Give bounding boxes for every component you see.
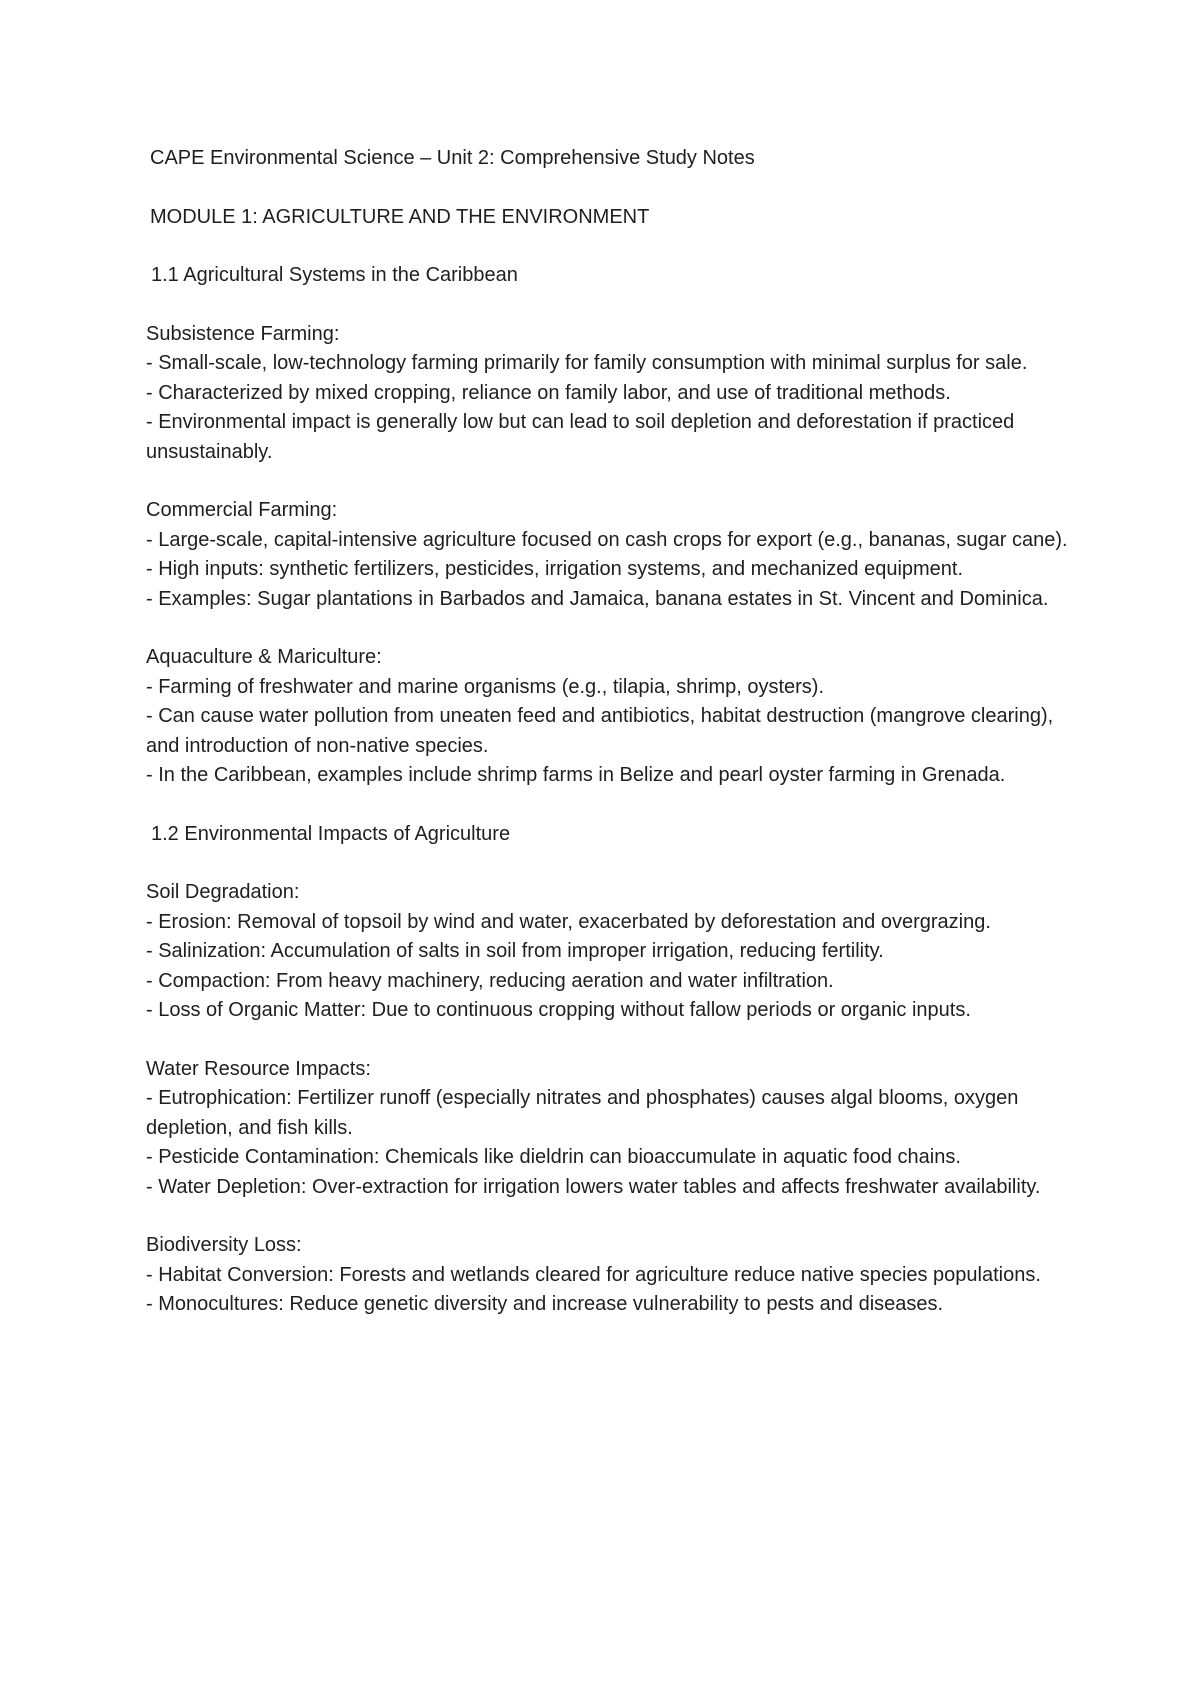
section-heading: 1.1 Agricultural Systems in the Caribbean <box>151 264 518 286</box>
list-item: - Water Depletion: Over-extraction for irrigation lowers water tables and affects freshwater availability. <box>146 1175 1041 1198</box>
subheading-water-resource-impacts: Water Resource Impacts: <box>146 1057 371 1080</box>
list-item: - Small-scale, low-technology farming primarily for family consumption with minimal surplus for sale. <box>146 352 1028 374</box>
module-heading: MODULE 1: AGRICULTURE AND THE ENVIRONMENT <box>150 205 650 228</box>
list-item: - Pesticide Contamination: Chemicals like dieldrin can bioaccumulate in aquatic food chains. <box>146 1146 961 1168</box>
list-item: - Monocultures: Reduce genetic diversity and increase vulnerability to pests and diseases. <box>146 1293 944 1315</box>
list-item: - Erosion: Removal of topsoil by wind and water, exacerbated by deforestation and overgrazing. <box>146 910 991 933</box>
list-item: - Eutrophication: Fertilizer runoff (especially nitrates and phosphates) causes algal blooms, oxygen depletion, and fish kills. <box>146 1087 1024 1139</box>
list-item: - Large-scale, capital-intensive agriculture focused on cash crops for export (e.g., bananas, sugar cane). <box>146 528 1068 551</box>
document-title: CAPE Environmental Science – Unit 2: Comprehensive Study Notes <box>150 147 755 169</box>
list-item: - Loss of Organic Matter: Due to continuous cropping without fallow periods or organic inputs. <box>146 999 971 1021</box>
list-item: - Farming of freshwater and marine organisms (e.g., tilapia, shrimp, oysters). <box>146 675 825 698</box>
list-item: - Examples: Sugar plantations in Barbados and Jamaica, banana estates in St. Vincent and Dominica. <box>146 587 1049 610</box>
subheading-biodiversity-loss: Biodiversity Loss: <box>146 1234 302 1256</box>
list-item: - High inputs: synthetic fertilizers, pesticides, irrigation systems, and mechanized equipment. <box>146 558 964 580</box>
list-item: - Environmental impact is generally low but can lead to soil depletion and deforestation if practiced unsustainably. <box>146 411 1020 463</box>
list-item: - Characterized by mixed cropping, reliance on family labor, and use of traditional methods. <box>146 381 951 404</box>
document-content <box>146 144 1076 1320</box>
section-heading: 1.2 Environmental Impacts of Agriculture <box>151 822 511 845</box>
list-item: - Compaction: From heavy machinery, reducing aeration and water infiltration. <box>146 969 834 992</box>
subheading-aquaculture: Aquaculture & Mariculture: <box>146 646 382 668</box>
list-item: - In the Caribbean, examples include shrimp farms in Belize and pearl oyster farming in Grenada. <box>146 764 1006 786</box>
list-item: - Salinization: Accumulation of salts in soil from improper irrigation, reducing fertility. <box>146 940 884 962</box>
subheading-subsistence-farming: Subsistence Farming: <box>146 322 340 345</box>
subheading-commercial-farming: Commercial Farming: <box>146 499 338 521</box>
subheading-soil-degradation: Soil Degradation: <box>146 881 300 903</box>
list-item: - Can cause water pollution from uneaten feed and antibiotics, habitat destruction (mangrove clearing), and introduction of non-native species. <box>146 705 1059 757</box>
list-item: - Habitat Conversion: Forests and wetlands cleared for agriculture reduce native species populations. <box>146 1263 1041 1286</box>
